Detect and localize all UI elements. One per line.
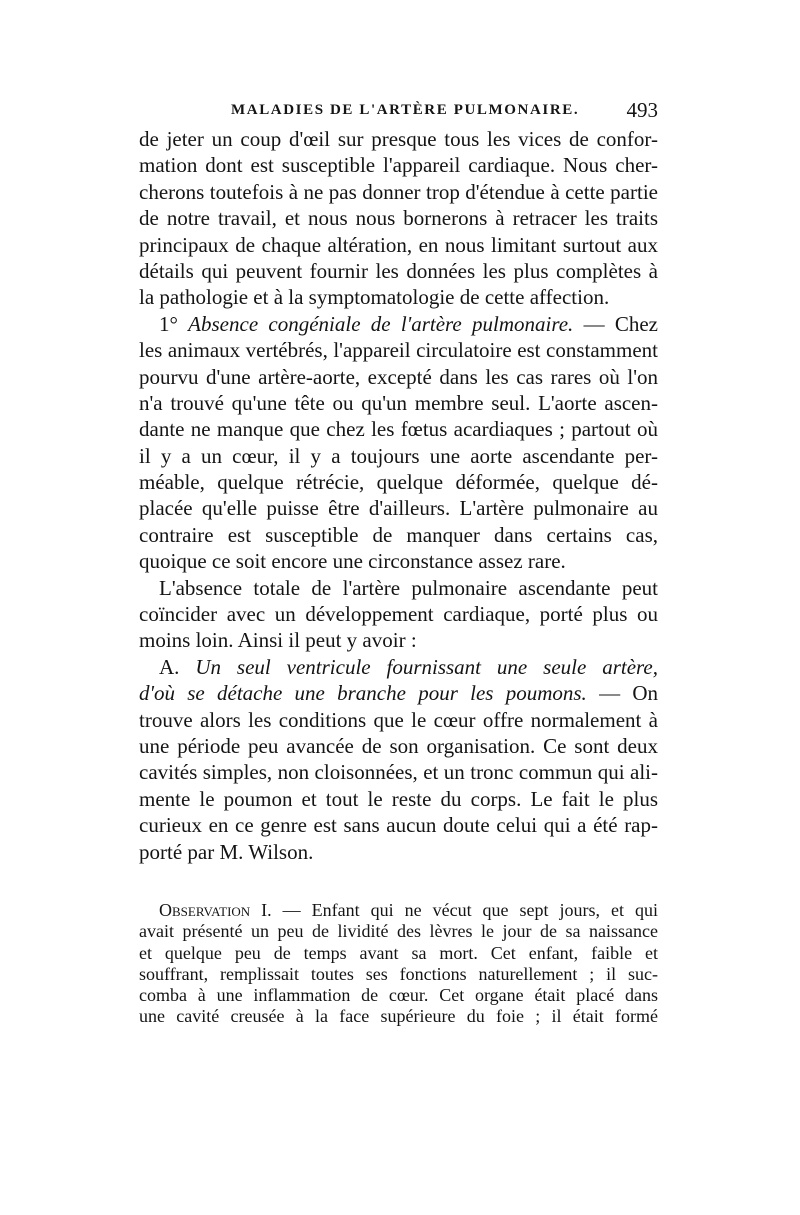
text-line: mente le poumon et tout le reste du corps. Le fait le plus [139,786,658,811]
page-number: 493 [626,98,658,122]
text-line: comba à une inflammation de cœur. Cet organe était placé dans [139,985,658,1006]
subsection-heading-line [139,654,658,680]
text-line: une cavité creusée à la face supérieure du foie ; il était formé [139,1006,658,1027]
text-line: la pathologie et à la symptomatologie de cette affection. [139,285,610,310]
text-line: avait présenté un peu de lividité des lèvres le jour de sa naissance [139,921,658,942]
section-heading: Absence congéniale de l'artère pulmonaire. [188,311,574,336]
text-fragment: — On [586,681,658,706]
main-text [139,126,658,865]
text-line: souffrant, remplissait toutes ses fonctions naturellement ; il suc- [139,963,658,984]
text-line: moins loin. Ainsi il peut y avoir : [139,628,417,653]
text-line: pourvu d'une artère-aorte, excepté dans les cas rares où l'on [139,364,658,389]
text-line: cherons toutefois à ne pas donner trop d'étendue à cette partie [139,179,658,204]
text-line: curieux en ce genre est sans aucun doute celui qui a été rap- [139,813,658,838]
text-line: placée qu'elle puisse être d'ailleurs. L'artère pulmonaire au [139,496,658,521]
text-line: L'absence totale de l'artère pulmonaire ascendante peut [159,575,658,600]
text-line: quoique ce soit encore une circonstance assez rare. [139,549,566,574]
text-line: n'a trouvé qu'une tête ou qu'un membre seul. L'aorte ascen- [139,390,658,415]
observation-block [139,900,658,1028]
text-line: détails qui peuvent fournir les données les plus complètes à [139,258,658,283]
paragraph-1 [139,126,658,311]
subsection-heading-line [139,680,658,706]
text-line: porté par M. Wilson. [139,839,314,864]
text-line: il y a un cœur, il y a toujours une aorte ascendante per- [139,443,658,468]
page-header [140,98,658,126]
subsection-letter: A. [159,654,180,679]
text-line: mation dont est susceptible l'appareil cardiaque. Nous cher- [139,153,658,178]
text-line: de jeter un coup d'œil sur presque tous les vices de confor- [139,127,658,151]
text-line: coïncider avec un développement cardiaque, porté plus ou [139,602,658,627]
text-line: et quelque peu de temps avant sa mort. Cet enfant, faible et [139,942,658,963]
text-line: contraire est susceptible de manquer dans certains cas, [139,522,658,547]
text-line: une période peu avancée de son organisation. Ce sont deux [139,733,658,758]
text-line: dante ne manque que chez les fœtus acardiaques ; partout où [139,417,658,442]
paragraph-2 [139,311,658,575]
text-fragment: — Chez [573,311,658,336]
text-line: principaux de chaque altération, en nous limitant surtout aux [139,232,658,257]
observation-heading-line [139,900,658,921]
text-fragment: — Enfant qui ne vécut que sept jours, et qui [271,900,658,920]
paragraph-3 [139,575,658,654]
text-line: de notre travail, et nous nous bornerons à retracer les traits [139,206,658,231]
text-line: méable, quelque rétrécie, quelque déformée, quelque dé- [139,470,658,495]
text-line: trouve alors les conditions que le cœur offre normalement à [139,707,658,732]
section-heading-line [139,311,658,337]
subsection-heading: d'où se détache une branche pour les poumons. [139,681,587,706]
observation-label: Observation I. [159,900,272,920]
running-title: MALADIES DE L'ARTÈRE PULMONAIRE. [231,102,580,118]
subsection-heading: Un seul ventricule fournissant une seule artère, [195,654,658,679]
section-number: 1° [159,311,178,336]
text-line: les animaux vertébrés, l'appareil circulatoire est constamment [139,338,658,363]
paragraph-4 [139,654,658,865]
text-line: cavités simples, non cloisonnées, et un tronc commun qui ali- [139,760,658,785]
